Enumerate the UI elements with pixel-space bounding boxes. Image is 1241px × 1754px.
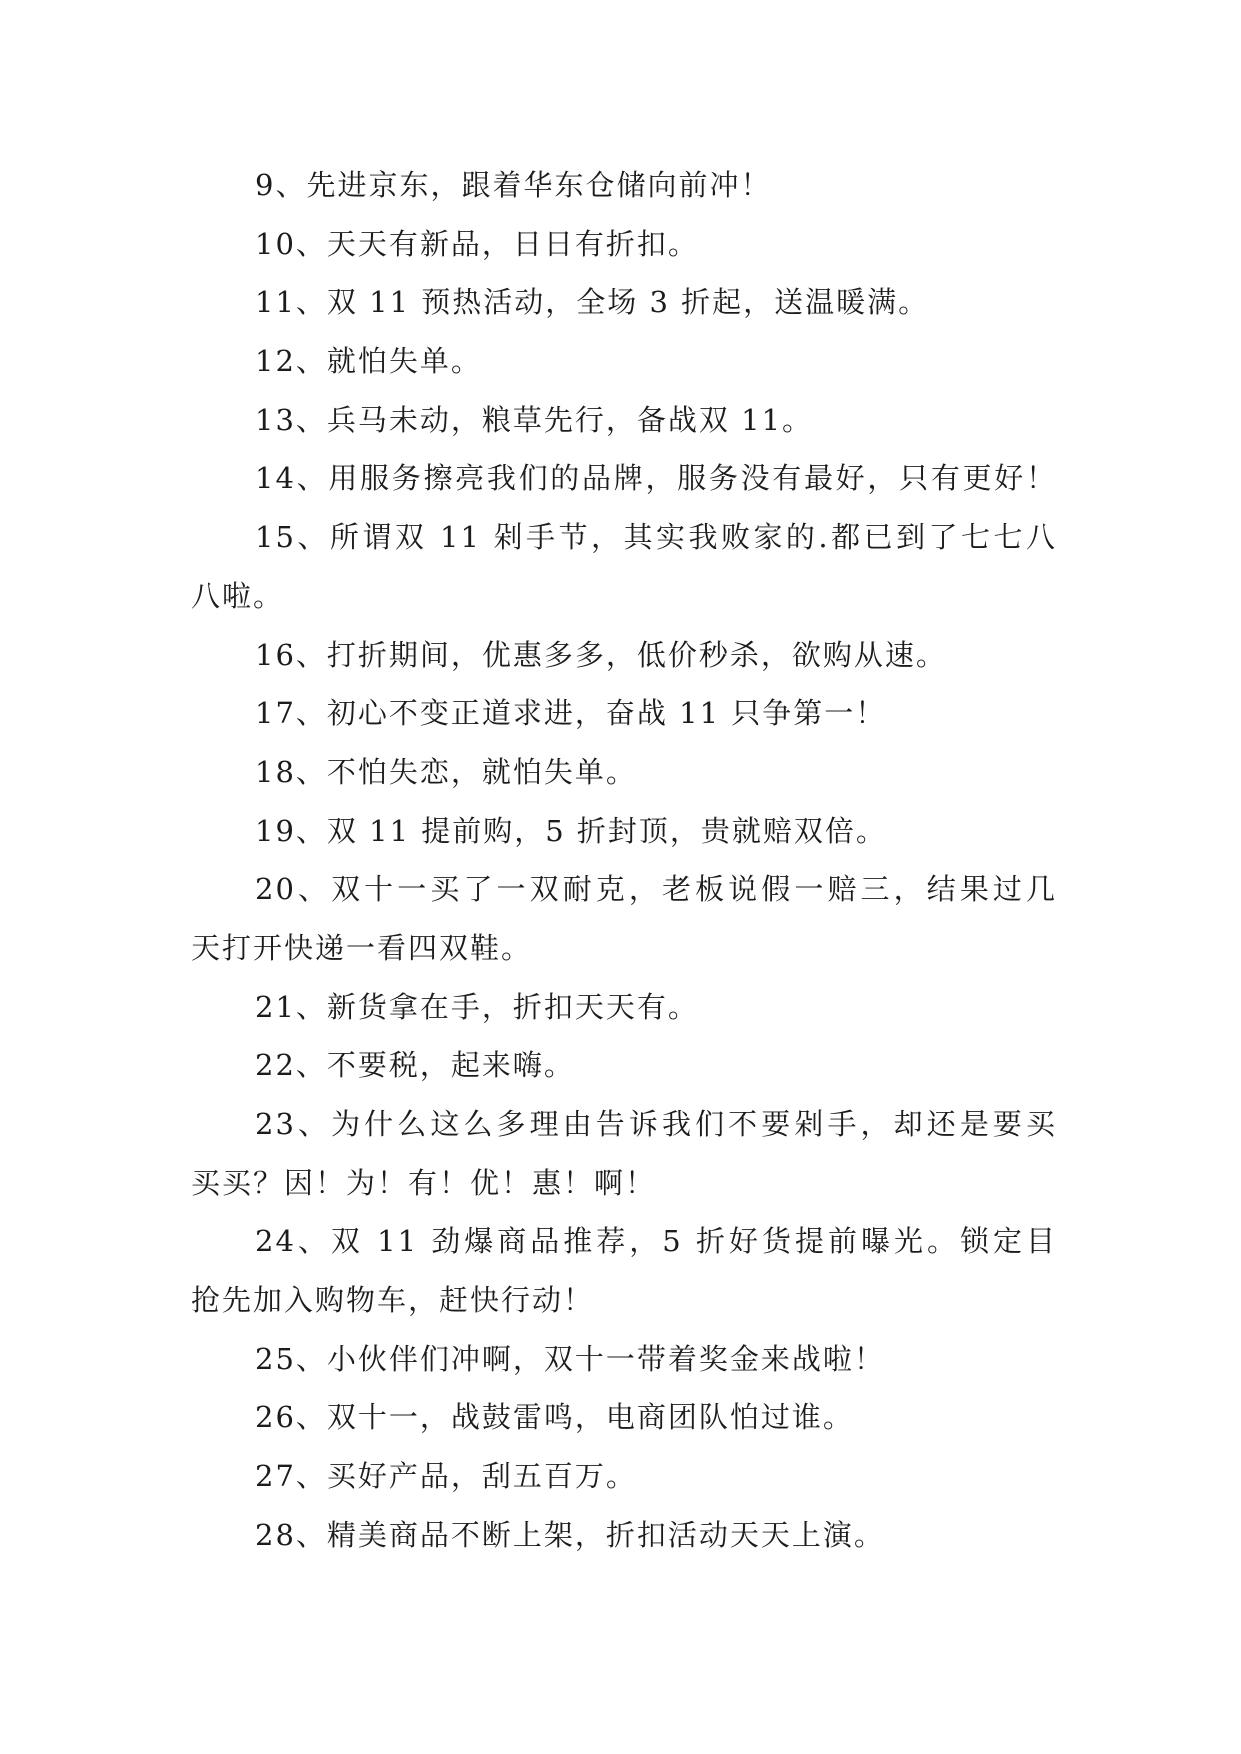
paragraph <box>191 626 1057 685</box>
paragraph-line: 八啦。 <box>191 578 285 613</box>
paragraph-line: 10、天天有新品，日日有折扣。 <box>255 226 699 261</box>
paragraph-line: 11、双 11 预热活动，全场 3 折起，送温暖满。 <box>255 285 930 320</box>
document-body <box>191 156 1057 1565</box>
paragraph-line: 20、双十一买了一双耐克，老板说假一赔三，结果过几 <box>255 872 1057 907</box>
paragraph <box>191 1095 1057 1212</box>
paragraph-line: 25、小伙伴们冲啊，双十一带着奖金来战啦！ <box>255 1341 885 1376</box>
paragraph-line: 天打开快递一看四双鞋。 <box>191 930 533 965</box>
paragraph <box>191 802 1057 861</box>
paragraph <box>191 273 1057 332</box>
paragraph-line: 17、初心不变正道求进，奋战 11 只争第一！ <box>255 696 887 731</box>
paragraph <box>191 1036 1057 1095</box>
paragraph-line: 28、精美商品不断上架，折扣活动天天上演。 <box>255 1517 885 1552</box>
paragraph <box>191 1330 1057 1389</box>
paragraph <box>191 684 1057 743</box>
paragraph-line: 19、双 11 提前购，5 折封顶，贵就赔双倍。 <box>255 813 887 848</box>
paragraph-line: 24、双 11 劲爆商品推荐，5 折好货提前曝光。锁定目 <box>255 1224 1057 1259</box>
paragraph-line: 14、用服务擦亮我们的品牌，服务没有最好，只有更好！ <box>255 461 1057 496</box>
paragraph <box>191 156 1057 215</box>
paragraph <box>191 332 1057 391</box>
paragraph-line: 9、先进京东，跟着华东仓储向前冲！ <box>255 168 772 202</box>
paragraph-line: 13、兵马未动，粮草先行，备战双 11。 <box>255 402 814 437</box>
paragraph-line: 16、打折期间，优惠多多，低价秒杀，欲购从速。 <box>255 637 947 672</box>
paragraph-line: 21、新货拿在手，折扣天天有。 <box>255 989 699 1024</box>
paragraph-line: 26、双十一，战鼓雷鸣，电商团队怕过谁。 <box>255 1400 854 1435</box>
paragraph-line: 18、不怕失恋，就怕失单。 <box>255 754 637 789</box>
paragraph-line: 15、所谓双 11 剁手节，其实我败家的.都已到了七七八 <box>255 520 1057 555</box>
paragraph <box>191 1447 1057 1506</box>
paragraph <box>191 1388 1057 1447</box>
paragraph <box>191 215 1057 274</box>
paragraph <box>191 1506 1057 1565</box>
paragraph <box>191 508 1057 625</box>
paragraph <box>191 860 1057 977</box>
paragraph-line: 买买？因！为！有！优！惠！啊！ <box>191 1165 657 1200</box>
paragraph-line: 12、就怕失单。 <box>255 344 482 379</box>
paragraph <box>191 978 1057 1037</box>
paragraph-line: 23、为什么这么多理由告诉我们不要剁手，却还是要买 <box>255 1107 1057 1141</box>
paragraph <box>191 743 1057 802</box>
paragraph <box>191 449 1057 508</box>
paragraph <box>191 391 1057 450</box>
paragraph-line: 抢先加入购物车，赶快行动！ <box>191 1283 595 1318</box>
paragraph-line: 22、不要税，起来嗨。 <box>255 1048 575 1083</box>
paragraph <box>191 1212 1057 1329</box>
paragraph-line: 27、买好产品，刮五百万。 <box>255 1459 637 1494</box>
